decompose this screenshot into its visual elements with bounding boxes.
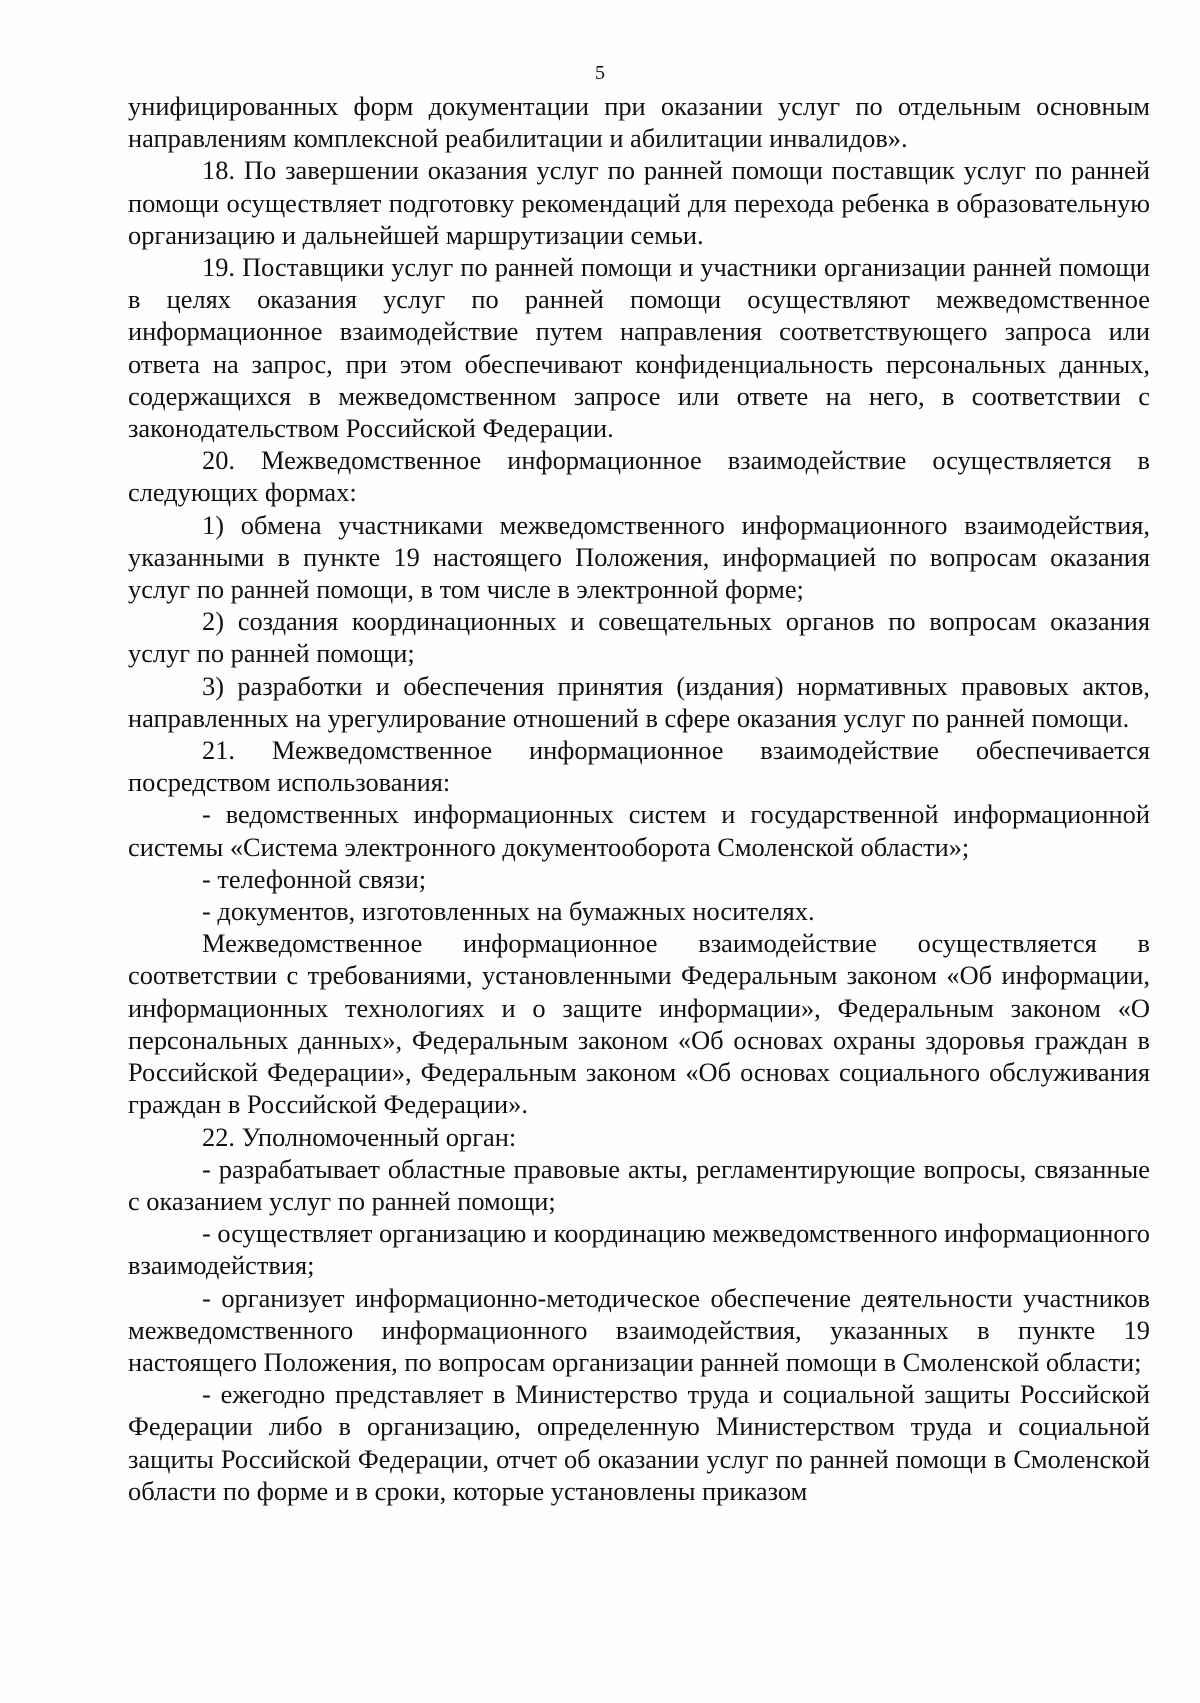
- paragraph-item-18: 18. По завершении оказания услуг по ранней помощи поставщик услуг по ранней помощи осуществляет подготовку рекомендаций для перехода ребенка в образовательную организацию и дальнейшей маршрутизации семьи.: [128, 155, 1150, 250]
- list-item-21-systems: - ведомственных информационных систем и государственной информационной системы «Система электронного документооборота Смоленской области»;: [128, 799, 1150, 862]
- page-number: 5: [595, 62, 605, 84]
- paragraph-item-19: 19. Поставщики услуг по ранней помощи и участники организации ранней помощи в целях оказания услуг по ранней помощи осуществляют межведомственное информационное взаимодействие путем направления соответствующего запроса или ответа на запрос, при этом обеспечивают конфиденциальность персональных данных, содержащихся в межведомственном запросе или ответе на него, в соответствии с законодательством Российской Федерации.: [128, 252, 1150, 444]
- list-item-20-3: 3) разработки и обеспечения принятия (издания) нормативных правовых актов, направленных на урегулирование отношений в сфере оказания услуг по ранней помощи.: [128, 670, 1150, 733]
- list-item-22-coordination: - осуществляет организацию и координацию межведомственного информационного взаимодействия;: [128, 1218, 1150, 1281]
- list-item-20-1: 1) обмена участниками межведомственного информационного взаимодействия, указанными в пункте 19 настоящего Положения, информацией по вопросам оказания услуг по ранней помощи, в том числе в электронной форме;: [128, 509, 1150, 605]
- paragraph-item-21: 21. Межведомственное информационное взаимодействие обеспечивается посредством использования:: [128, 735, 1150, 798]
- paragraph-item-20: 20. Межведомственное информационное взаимодействие осуществляется в следующих формах:: [128, 445, 1150, 508]
- list-item-22-acts: - разрабатывает областные правовые акты, регламентирующие вопросы, связанные с оказанием услуг по ранней помощи;: [128, 1153, 1150, 1216]
- paragraph-legal-basis: Межведомственное информационное взаимодействие осуществляется в соответствии с требованиями, установленными Федеральным законом «Об информации, информационных технологиях и о защите информации», Федеральным законом «О персональных данных», Федеральным законом «Об основах охраны здоровья граждан в Российской Федерации», Федеральным законом «Об основах социального обслуживания граждан в Российской Федерации».: [128, 928, 1150, 1120]
- paragraph-item-22: 22. Уполномоченный орган:: [202, 1121, 517, 1152]
- list-item-20-2: 2) создания координационных и совещательных органов по вопросам оказания услуг по ранней помощи;: [128, 606, 1150, 669]
- paragraph-continuation: унифицированных форм документации при оказании услуг по отдельным основным направлениям комплексной реабилитации и абилитации инвалидов».: [128, 91, 1150, 154]
- list-item-21-phone: - телефонной связи;: [202, 863, 427, 894]
- list-item-21-paper: - документов, изготовленных на бумажных носителях.: [202, 896, 815, 927]
- list-item-22-methodology: - организует информационно-методическое обеспечение деятельности участников межведомственного информационного взаимодействия, указанных в пункте 19 настоящего Положения, по вопросам организации ранней помощи в Смоленской области;: [128, 1282, 1150, 1377]
- list-item-22-report: - ежегодно представляет в Министерство труда и социальной защиты Российской Федерации либо в организацию, определенную Министерством труда и социальной защиты Российской Федерации, отчет об оказании услуг по ранней помощи в Смоленской области по форме и в сроки, которые установлены приказом: [128, 1379, 1150, 1506]
- document-body: [128, 90, 1150, 1507]
